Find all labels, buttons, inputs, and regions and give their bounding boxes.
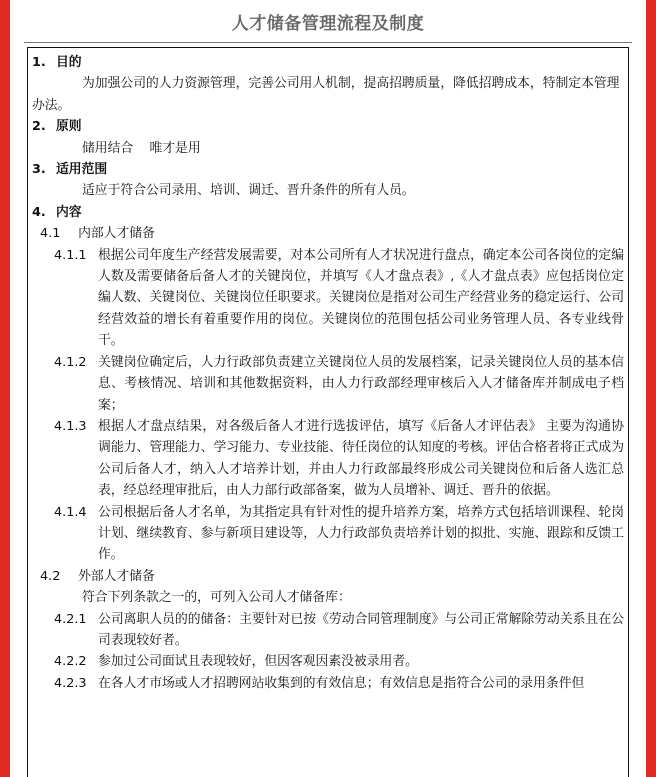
item-text: 根据人才盘点结果，对各级后备人才进行选拔评估，填写《后备人才评估表》 主要为沟通协调能力、管理能力、学习能力、专业技能、待任岗位的认知度的考核。评估合格者将正式成为公司后备人才，纳入人才培养计划，并由人力行政部最终形成公司关键岗位和后备人选汇总表，经总经理审批后，由人力部行政部备案，做为人员增补、调迁、晋升的依据。 [98, 418, 624, 499]
section-title: 内容 [56, 204, 82, 220]
subsection-heading-external [32, 566, 624, 587]
item-number: 4.1.4 [54, 504, 87, 520]
item-text: 公司根据后备人才名单，为其指定具有针对性的提升培养方案，培养方式包括培训课程、轮岗计划、继续教育、参与新项目建设等，人力行政部负责培养计划的拟批、实施、跟踪和反馈工作。 [98, 504, 624, 563]
section-heading-purpose [32, 52, 624, 73]
section-title: 适用范围 [56, 162, 108, 178]
item-number: 4.1.2 [54, 354, 87, 370]
section-title: 目的 [56, 55, 82, 70]
section-text-purpose: 为加强公司的人力资源管理，完善公司用人机制，提高招聘质量，降低招聘成本，特制定本管理办法。 [32, 76, 620, 113]
item-number: 4.1.1 [54, 247, 87, 263]
list-item [32, 651, 624, 672]
item-text: 在各人才市场或人才招聘网站收集到的有效信息；有效信息是指符合公司的录用条件但 [98, 675, 585, 691]
section-heading-principle [32, 116, 624, 137]
item-text: 根据公司年度生产经营发展需要，对本公司所有人才状况进行盘点，确定本公司各岗位的定编人数及需要储备后备人才的关键岗位，并填写《人才盘点表》,《人才盘点表》应包括岗位定编人数、关键岗位、关键岗位任职要求。关键岗位是指对公司生产经营业务的稳定运行、公司经营效益的增长有着重要作用的岗位。关键岗位的范围包括公司业务管理人员、各专业线骨干。 [98, 247, 624, 349]
section-number: 3. [32, 162, 46, 178]
subsection-title: 内部人才储备 [78, 226, 155, 242]
item-text: 公司离职人员的的储备：主要针对已按《劳动合同管理制度》与公司正常解除劳动关系且在公司表现较好者。 [98, 611, 624, 648]
section-heading-scope [32, 159, 624, 180]
left-red-border [0, 0, 10, 777]
item-text: 关键岗位确定后，人力行政部负责建立关键岗位人员的发展档案，记录关键岗位人员的基本信息、考核情况、培训和其他数据资料，由人力行政部经理审核后入人才储备库并制成电子档案； [98, 354, 624, 413]
section-title: 原则 [56, 119, 82, 135]
item-number: 4.1.3 [54, 418, 87, 434]
subsection-intro: 符合下列条款之一的，可列入公司人才储备库： [82, 590, 351, 606]
list-item [32, 352, 624, 416]
item-text: 参加过公司面试且表现较好，但因客观因素没被录用者。 [98, 654, 418, 670]
list-item [32, 416, 624, 502]
list-item [32, 609, 624, 652]
section-number: 2. [32, 119, 46, 135]
list-item [32, 245, 624, 352]
right-red-border [646, 0, 656, 777]
document-body [27, 47, 629, 777]
subsection-number: 4.2 [40, 568, 61, 584]
item-number: 4.2.1 [54, 611, 87, 627]
document-page [10, 0, 646, 777]
list-item [32, 502, 624, 566]
list-item [32, 673, 624, 694]
section-number: 4. [32, 204, 46, 220]
section-heading-content [32, 202, 624, 223]
subsection-title: 外部人才储备 [78, 568, 155, 584]
section-text-scope: 适应于符合公司录用、培训、调迁、晋升条件的所有人员。 [82, 183, 415, 199]
title-divider [24, 42, 632, 43]
subsection-number: 4.1 [40, 226, 61, 242]
subsection-heading-internal [32, 223, 624, 244]
section-number: 1. [32, 55, 46, 70]
item-number: 4.2.2 [54, 654, 87, 670]
section-text-principle: 储用结合 唯才是用 [82, 140, 201, 156]
document-title: 人才储备管理流程及制度 [231, 14, 425, 34]
item-number: 4.2.3 [54, 675, 87, 691]
